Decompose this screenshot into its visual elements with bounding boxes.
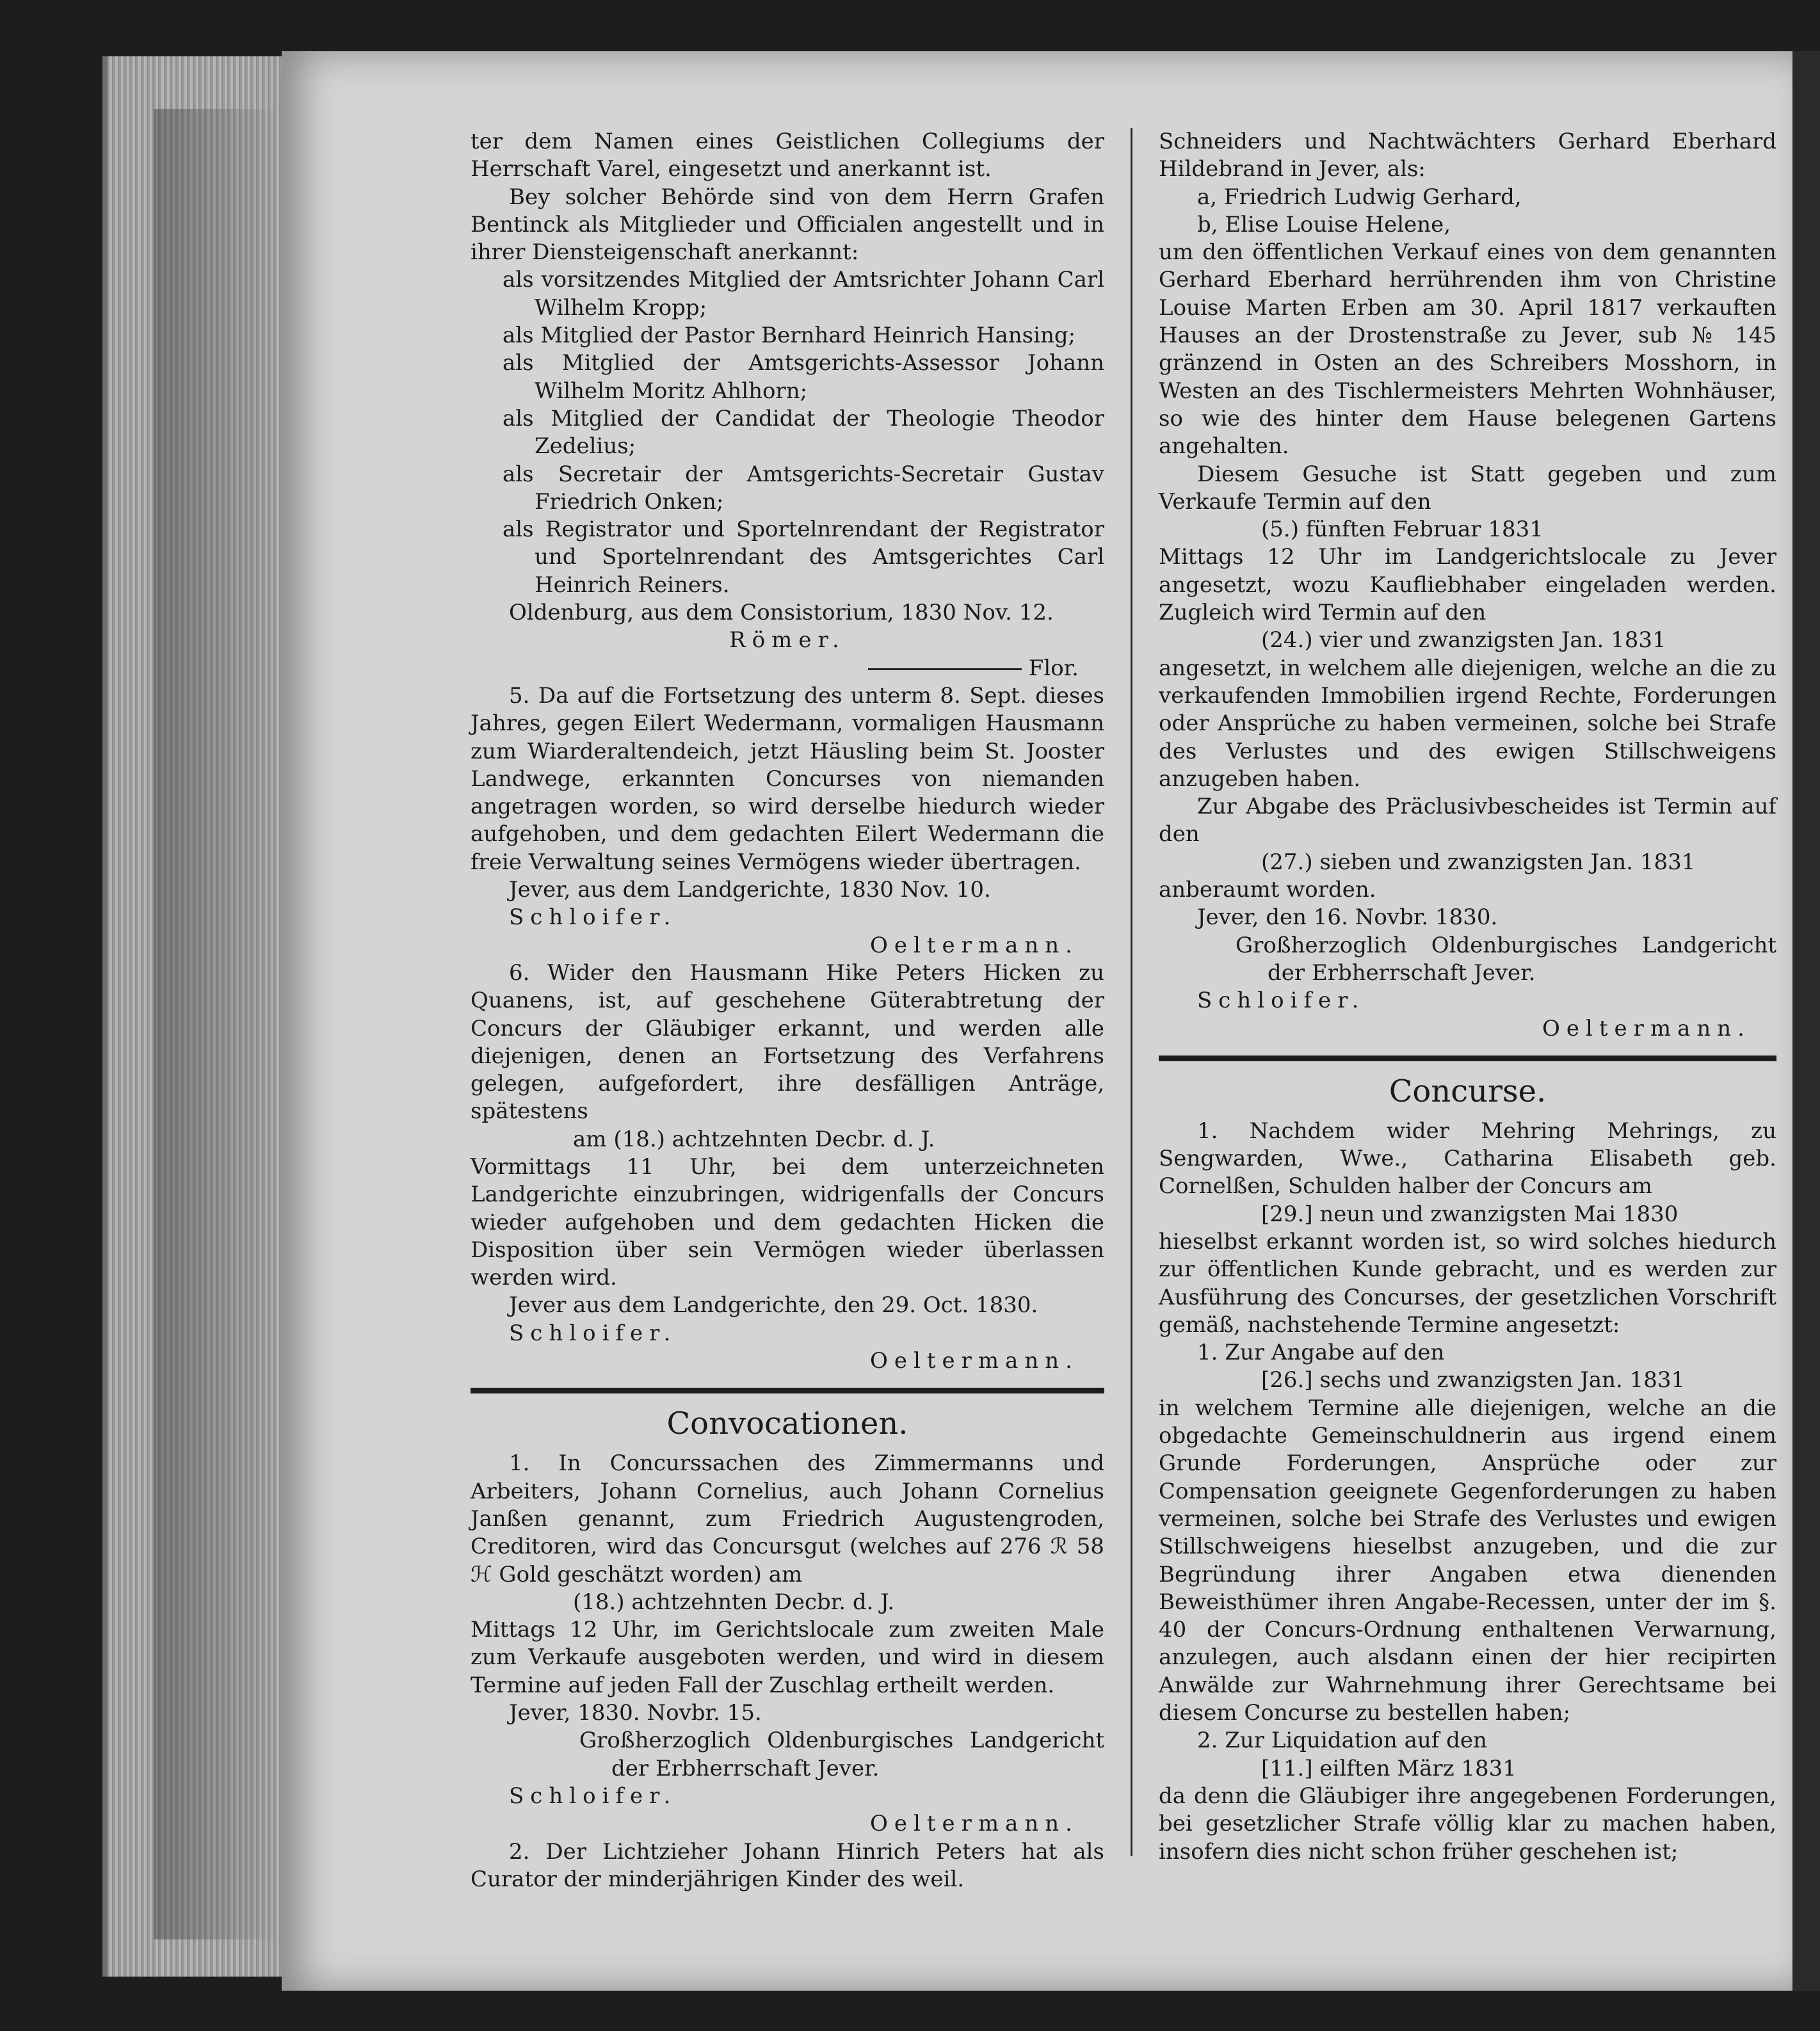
right-paragraph-7: anberaumt worden. [1159,877,1376,903]
right-paragraph-4: Mittags 12 Uhr im Landgerichtslocale zu Jever angesetzt, wozu Kaufliebhaber eingeladen werden. Zugleich wird Termin auf den [1159,544,1776,626]
member-list-item: als Mitglied der Pastor Bernhard Heinrich Hansing; [503,323,1076,349]
term-date: (18.) achtzehnten Decbr. d. J. [573,1589,895,1615]
column-divider [1131,128,1132,1856]
signature: Flor. [1028,655,1079,681]
section-heading-concurse: Concurse. [1389,1073,1547,1109]
scan-border [1792,51,1820,1991]
signature: Oeltermann. [869,1811,1079,1837]
term-date: (24.) vier und zwanzigsten Jan. 1831 [1261,627,1666,654]
left-paragraph-1: ter dem Namen eines Geistlichen Collegiums der Herrschaft Varel, eingesetzt und anerkannt ist. [471,129,1104,182]
concurse-term-1-text: in welchem Termine alle diejenigen, welche an die obgedachte Gemeinschuldnerin aus irgend einem Grunde Forderungen, Ansprüche oder zur Compensation geeignete Gegenforderungen zu haben vermeinen, solche bei Strafe des Verlustes und ewigen Stillschweigens hieselbst anzugeben, und die zur Begründung ihrer Angaben etwa dienenden Beweisthümer ihren Angabe-Recessen, unter der im §. 40 der Concurs-Ordnung enthaltenen Verwarnung, anzulegen, auch alsdann einen der hier recipirten Anwälde zur Wahrnehmung ihrer Gerechtsame bei diesem Concurse zu bestellen haben; [1159,1395,1776,1726]
signature: Schloifer. [509,904,677,931]
member-list-item: als Secretair der Amtsgerichts-Secretair Gustav Friedrich Onken; [503,461,1104,515]
notice-6-continued: Vormittags 11 Uhr, bei dem unterzeichneten Landgerichte einzubringen, widrigenfalls der Concurs wieder aufgehoben und dem gedachten Hicken die Disposition über sein Vermögen wieder überlassen werden wird. [471,1153,1104,1291]
concurse-1-continued: hieselbst erkannt worden ist, so wird solches hiedurch zur öffentlichen Kunde gebracht, und es werden zur Ausführung des Concurses, der gesetzlichen Vorschrift gemäß, nachstehende Termine angesetzt: [1159,1228,1776,1338]
convocation-1-continued: Mittags 12 Uhr, im Gerichtslocale zum zweiten Male zum Verkaufe ausgeboten werden, und wird in diesem Termine auf jeden Fall der Zuschlag ertheilt werden. [471,1617,1104,1698]
list-item: a, Friedrich Ludwig Gerhard, [1197,184,1522,210]
signature: Oeltermann. [869,932,1079,958]
notice-5: 5. Da auf die Fortsetzung des unterm 8. Sept. dieses Jahres, gegen Eilert Wedermann, vormaligen Hausmann zum Wiarderaltendeich, jetzt Häusling beim St. Jooster Landwege, erkannten Concurses von niemanden angetragen worden, so wird derselbe hiedurch wieder aufgehoben, und dem gedachten Eilert Wedermann die freie Verwaltung seines Vermögens wieder übertragen. [471,682,1104,875]
place-date-line: Jever aus dem Landgerichte, den 29. Oct. 1830. [509,1292,1038,1319]
term-heading: 2. Zur Liquidation auf den [1197,1728,1487,1754]
section-rule [1159,1056,1776,1061]
term-date: am (18.) achtzehnten Decbr. d. J. [573,1126,935,1152]
book-edge-shadow [154,109,275,1939]
term-date: (5.) fünften Februar 1831 [1261,517,1543,543]
left-column [471,128,1104,1893]
section-heading-convocationen: Convocationen. [666,1406,908,1442]
convocation-2: 2. Der Lichtzieher Johann Hinrich Peters hat als Curator der minderjährigen Kinder des weil. [471,1838,1104,1892]
term-date: [11.] eilften März 1831 [1261,1755,1517,1781]
signature: Schloifer. [509,1783,677,1809]
list-item: b, Elise Louise Helene, [1197,211,1451,237]
right-paragraph-2: um den öffentlichen Verkauf eines von dem genannten Gerhard Eberhard herrührenden ihm von Christine Louise Marten Erben am 30. April 1817 verkauften Hauses an der Drostenstraße zu Jever, sub № 145 gränzend in Osten an des Schreibers Mosshorn, in Westen an des Tischlermeisters Mehrten Wohnhäuser, so wie des hinter dem Hause belegenen Gartens angehalten. [1159,239,1776,460]
convocation-1: 1. In Concurssachen des Zimmermanns und Arbeiters, Johann Cornelius, auch Johann Cornelius Janßen genannt, zum Friedrich Augustengroden, Creditoren, wird das Concursgut (welches auf 276 ℛ 58 ℋ Gold geschätzt worden) am [471,1450,1104,1587]
court-name: Großherzoglich Oldenburgisches Landgericht der Erbherrschaft Jever. [1236,932,1776,986]
term-heading: 1. Zur Angabe auf den [1197,1340,1445,1366]
member-list-item: als Mitglied der Amtsgerichts-Assessor Johann Wilhelm Moritz Ahlhorn; [503,350,1104,404]
member-list-item: als vorsitzendes Mitglied der Amtsrichter Johann Carl Wilhelm Kropp; [503,267,1104,321]
term-date: [26.] sechs und zwanzigsten Jan. 1831 [1261,1367,1686,1393]
term-date: (27.) sieben und zwanzigsten Jan. 1831 [1261,849,1696,875]
signature: Schloifer. [1197,988,1365,1014]
concurse-term-2-text: da denn die Gläubiger ihre angegebenen Forderungen, bei gesetzlicher Strafe völlig klar zu machen haben, insofern dies nicht schon früher geschehen ist; [1159,1783,1776,1865]
signature: Oeltermann. [1542,1015,1751,1041]
left-paragraph-2: Bey solcher Behörde sind von dem Herrn Grafen Bentinck als Mitglieder und Officialen angestellt und in ihrer Diensteigenschaft anerkannt: [471,184,1104,266]
term-date: [29.] neun und zwanzigsten Mai 1830 [1261,1201,1679,1227]
signature: Oeltermann. [869,1348,1079,1374]
place-date-line: Jever, aus dem Landgerichte, 1830 Nov. 10. [509,877,991,903]
signature-flor [471,655,1104,682]
member-list-item: als Registrator und Sportelnrendant der Registrator und Sportelnrendant des Amtsgerichtes Carl Heinrich Reiners. [503,517,1104,598]
place-date-line: Oldenburg, aus dem Consistorium, 1830 Nov. 12. [509,600,1054,626]
right-paragraph-3: Diesem Gesuche ist Statt gegeben und zum Verkaufe Termin auf den [1159,461,1776,515]
right-paragraph-1: Schneiders und Nachtwächters Gerhard Eberhard Hildebrand in Jever, als: [1159,129,1776,182]
section-rule [471,1388,1104,1393]
notice-6: 6. Wider den Hausmann Hike Peters Hicken zu Quanens, ist, auf geschehene Güterabtretung der Concurs der Gläubiger erkannt, und werden alle diejenigen, denen an Fortsetzung des Verfahrens gelegen, aufgefordert, ihre desfälligen Anträge, spätestens [471,959,1104,1125]
place-date-line: Jever, 1830. Novbr. 15. [509,1700,762,1726]
concurse-1: 1. Nachdem wider Mehring Mehrings, zu Sengwarden, Wwe., Catharina Elisabeth geb. Cornelßen, Schulden halber der Concurs am [1159,1118,1776,1200]
right-column [1159,128,1776,1866]
member-list-item: als Mitglied der Candidat der Theologie Theodor Zedelius; [503,405,1104,460]
court-name: Großherzoglich Oldenburgisches Landgericht der Erbherrschaft Jever. [579,1728,1104,1781]
right-paragraph-5: angesetzt, in welchem alle diejenigen, welche an die zu verkaufenden Immobilien irgend Rechte, Forderungen oder Ansprüche zu haben vermeinen, solche bei Strafe des Verlustes und des ewigen Stillschweigens anzugeben haben. [1159,655,1776,792]
signature: Schloifer. [509,1320,677,1346]
right-paragraph-6: Zur Abgabe des Präclusivbescheides ist Termin auf den [1159,794,1776,847]
signature-rule [868,668,1022,670]
signature: Römer. [729,627,846,654]
place-date-line: Jever, den 16. Novbr. 1830. [1197,904,1498,931]
